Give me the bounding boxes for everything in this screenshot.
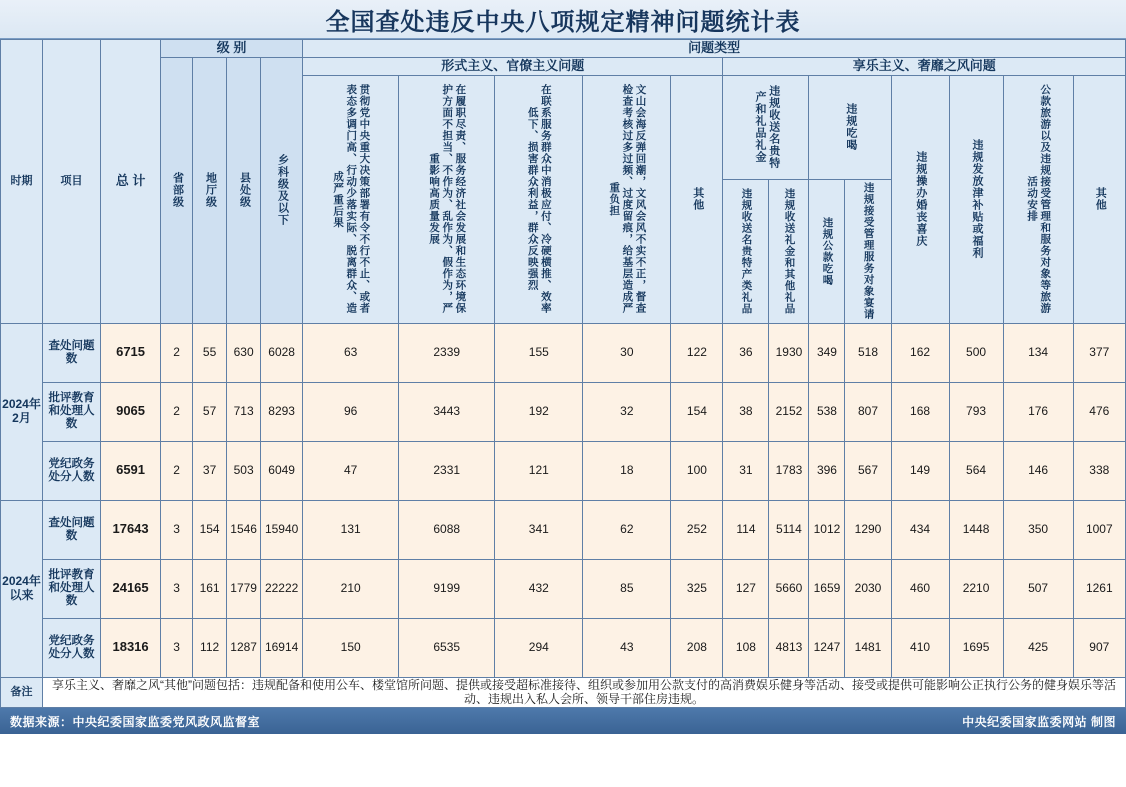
row-label: 查处问题数: [43, 323, 101, 382]
cell-level-1: 161: [193, 559, 227, 618]
cell-total: 18316: [101, 618, 161, 677]
cell-b-7: 907: [1073, 618, 1125, 677]
cell-level-2: 713: [227, 382, 261, 441]
cell-b-1: 1930: [769, 323, 809, 382]
cell-b-0: 38: [723, 382, 769, 441]
cell-a-4: 208: [671, 618, 723, 677]
cell-a-0: 47: [303, 441, 399, 500]
cell-a-3: 30: [583, 323, 671, 382]
cell-b-5: 564: [949, 441, 1003, 500]
row-label: 党纪政务处分人数: [43, 441, 101, 500]
cell-b-6: 146: [1003, 441, 1073, 500]
cell-b-3: 1290: [845, 500, 891, 559]
header-a-col-3: 文山会海反弹回潮，文风会风不实不正，督查检查考核过多过频、过度留痕，给基层造成严重负担: [583, 75, 671, 323]
header-b-col-subsidy: 违规发放津补贴或福利: [949, 75, 1003, 323]
header-total: 总 计: [101, 40, 161, 324]
header-b-col-other: 其他: [1073, 75, 1125, 323]
cell-b-4: 162: [891, 323, 949, 382]
cell-b-6: 507: [1003, 559, 1073, 618]
cell-a-3: 62: [583, 500, 671, 559]
header-a-col-1: 在履职尽责、服务经济社会发展和生态环境保护方面不担当、不作为、乱作为、假作为，严重影响高质量发展: [399, 75, 495, 323]
cell-b-3: 518: [845, 323, 891, 382]
header-level-3: 乡科级及以下: [261, 57, 303, 323]
cell-a-1: 6088: [399, 500, 495, 559]
cell-a-0: 210: [303, 559, 399, 618]
header-level-0: 省部级: [161, 57, 193, 323]
cell-b-3: 1481: [845, 618, 891, 677]
table-row: [1, 382, 1126, 441]
cell-level-0: 2: [161, 382, 193, 441]
cell-b-2: 349: [809, 323, 845, 382]
cell-level-1: 112: [193, 618, 227, 677]
header-b-sub-cash-gift: 违规收送礼金和其他礼品: [769, 179, 809, 323]
table-row: [1, 618, 1126, 677]
cell-b-2: 1012: [809, 500, 845, 559]
cell-a-0: 131: [303, 500, 399, 559]
note-row: [1, 677, 1126, 708]
cell-level-3: 16914: [261, 618, 303, 677]
page-title: 全国查处违反中央八项规定精神问题统计表: [325, 9, 801, 36]
cell-b-0: 108: [723, 618, 769, 677]
header-group-hedonism: 享乐主义、奢靡之风问题: [723, 57, 1126, 75]
table-body: [1, 323, 1126, 708]
cell-b-5: 500: [949, 323, 1003, 382]
cell-level-0: 2: [161, 441, 193, 500]
cell-b-0: 114: [723, 500, 769, 559]
cell-a-2: 155: [495, 323, 583, 382]
cell-b-3: 807: [845, 382, 891, 441]
cell-a-3: 18: [583, 441, 671, 500]
cell-a-0: 150: [303, 618, 399, 677]
cell-level-3: 6028: [261, 323, 303, 382]
cell-a-1: 2339: [399, 323, 495, 382]
cell-total: 6591: [101, 441, 161, 500]
header-problem-type-group: 问题类型: [303, 40, 1126, 58]
cell-b-2: 396: [809, 441, 845, 500]
cell-level-2: 1779: [227, 559, 261, 618]
period-label: 2024年以来: [1, 500, 43, 677]
header-period: 时期: [1, 40, 43, 324]
cell-b-4: 434: [891, 500, 949, 559]
cell-total: 6715: [101, 323, 161, 382]
cell-a-4: 325: [671, 559, 723, 618]
cell-b-0: 127: [723, 559, 769, 618]
cell-level-2: 630: [227, 323, 261, 382]
data-source: 数据来源：中央纪委国家监委党风政风监督室: [10, 714, 261, 729]
cell-b-0: 36: [723, 323, 769, 382]
cell-level-3: 22222: [261, 559, 303, 618]
cell-a-1: 6535: [399, 618, 495, 677]
header-a-col-0: 贯彻党中央重大决策部署有令不行不止、或者表态多调门高、行动少落实际、脱离群众、造成严重后果: [303, 75, 399, 323]
table-row: [1, 323, 1126, 382]
cell-a-4: 252: [671, 500, 723, 559]
footer-bar: [0, 708, 1126, 734]
cell-b-6: 176: [1003, 382, 1073, 441]
cell-b-4: 460: [891, 559, 949, 618]
cell-a-4: 122: [671, 323, 723, 382]
cell-a-3: 85: [583, 559, 671, 618]
header-level-group: 级 别: [161, 40, 303, 58]
cell-a-2: 341: [495, 500, 583, 559]
header-b-sub-public-dining: 违规公款吃喝: [809, 179, 845, 323]
header-level-2: 县处级: [227, 57, 261, 323]
header-item: 项目: [43, 40, 101, 324]
cell-level-3: 6049: [261, 441, 303, 500]
row-label: 查处问题数: [43, 500, 101, 559]
cell-a-0: 63: [303, 323, 399, 382]
cell-b-4: 410: [891, 618, 949, 677]
cell-level-1: 37: [193, 441, 227, 500]
header-b-col-wedding: 违规操办婚丧喜庆: [891, 75, 949, 323]
cell-level-0: 3: [161, 559, 193, 618]
cell-b-7: 377: [1073, 323, 1125, 382]
table-header: [1, 40, 1126, 324]
cell-a-2: 192: [495, 382, 583, 441]
cell-level-1: 154: [193, 500, 227, 559]
credit: 中央纪委国家监委网站 制图: [962, 714, 1116, 729]
cell-a-3: 43: [583, 618, 671, 677]
cell-b-5: 793: [949, 382, 1003, 441]
header-b-col-travel: 公款旅游以及违规接受管理和服务对象等旅游活动安排: [1003, 75, 1073, 323]
table-row: [1, 441, 1126, 500]
cell-b-6: 134: [1003, 323, 1073, 382]
cell-b-5: 2210: [949, 559, 1003, 618]
cell-b-5: 1695: [949, 618, 1003, 677]
cell-level-3: 15940: [261, 500, 303, 559]
cell-b-7: 1261: [1073, 559, 1125, 618]
header-b-group-gifts: 违规收送名贵特产和礼品礼金: [723, 75, 809, 179]
cell-level-1: 55: [193, 323, 227, 382]
cell-level-1: 57: [193, 382, 227, 441]
cell-a-1: 9199: [399, 559, 495, 618]
cell-a-2: 432: [495, 559, 583, 618]
cell-b-1: 5114: [769, 500, 809, 559]
cell-b-1: 4813: [769, 618, 809, 677]
header-a-col-2: 在联系服务群众中消极应付、冷硬横推、效率低下、损害群众利益，群众反映强烈: [495, 75, 583, 323]
cell-level-2: 1287: [227, 618, 261, 677]
cell-b-4: 149: [891, 441, 949, 500]
cell-b-1: 5660: [769, 559, 809, 618]
cell-b-0: 31: [723, 441, 769, 500]
cell-level-2: 503: [227, 441, 261, 500]
statistics-table: [0, 39, 1126, 708]
note-label: 备注: [1, 677, 43, 708]
cell-b-7: 1007: [1073, 500, 1125, 559]
cell-a-1: 3443: [399, 382, 495, 441]
cell-a-2: 121: [495, 441, 583, 500]
cell-a-4: 154: [671, 382, 723, 441]
cell-b-2: 1659: [809, 559, 845, 618]
cell-total: 17643: [101, 500, 161, 559]
cell-b-6: 425: [1003, 618, 1073, 677]
header-b-group-dining: 违规吃喝: [809, 75, 891, 179]
cell-a-3: 32: [583, 382, 671, 441]
cell-b-6: 350: [1003, 500, 1073, 559]
header-level-1: 地厅级: [193, 57, 227, 323]
cell-level-0: 3: [161, 500, 193, 559]
header-row-2: [1, 57, 1126, 75]
cell-b-4: 168: [891, 382, 949, 441]
cell-level-0: 2: [161, 323, 193, 382]
cell-b-3: 567: [845, 441, 891, 500]
cell-a-2: 294: [495, 618, 583, 677]
header-b-sub-client-banquet: 违规接受管理服务对象宴请: [845, 179, 891, 323]
cell-b-7: 476: [1073, 382, 1125, 441]
cell-level-0: 3: [161, 618, 193, 677]
cell-b-1: 2152: [769, 382, 809, 441]
header-a-col-other: 其他: [671, 75, 723, 323]
table-row: [1, 500, 1126, 559]
cell-total: 24165: [101, 559, 161, 618]
period-label: 2024年2月: [1, 323, 43, 500]
title-bar: [0, 0, 1126, 39]
cell-b-1: 1783: [769, 441, 809, 500]
cell-level-3: 8293: [261, 382, 303, 441]
header-group-formalism: 形式主义、官僚主义问题: [303, 57, 723, 75]
row-label: 批评教育和处理人数: [43, 559, 101, 618]
row-label: 党纪政务处分人数: [43, 618, 101, 677]
cell-b-2: 1247: [809, 618, 845, 677]
cell-a-1: 2331: [399, 441, 495, 500]
cell-a-0: 96: [303, 382, 399, 441]
cell-level-2: 1546: [227, 500, 261, 559]
header-b-sub-specialty-gift: 违规收送名贵特产类礼品: [723, 179, 769, 323]
note-text: 享乐主义、奢靡之风“其他”问题包括：违规配备和使用公车、楼堂馆所问题、提供或接受超标准接待、组织或参加用公款支付的高消费娱乐健身等活动、接受或提供可能影响公正执行公务的健身娱乐等活动、违规出入私人会所、领导干部住房违规。: [43, 677, 1126, 708]
header-row-1: [1, 40, 1126, 58]
cell-b-5: 1448: [949, 500, 1003, 559]
cell-b-2: 538: [809, 382, 845, 441]
cell-total: 9065: [101, 382, 161, 441]
cell-a-4: 100: [671, 441, 723, 500]
row-label: 批评教育和处理人数: [43, 382, 101, 441]
cell-b-3: 2030: [845, 559, 891, 618]
table-row: [1, 559, 1126, 618]
cell-b-7: 338: [1073, 441, 1125, 500]
